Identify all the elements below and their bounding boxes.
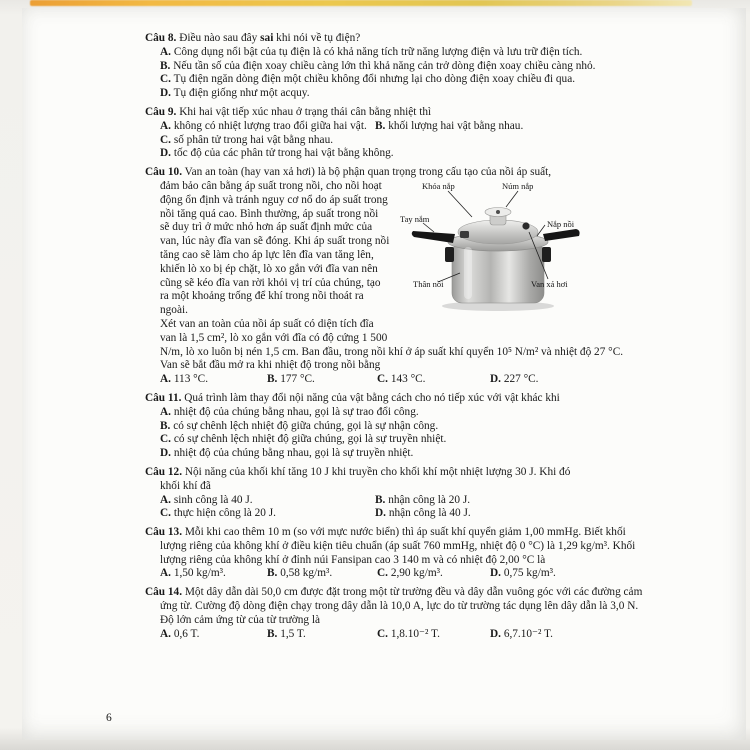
question-number: Câu 13.	[145, 526, 183, 539]
page-content	[145, 32, 643, 646]
stem-text: Mỗi khi cao thêm 10 m (so với mực nước biển) thì áp suất khí quyển giảm 1,00 mmHg. Biết khối lượng riêng của không khí ở điều kiện tiêu chuẩn (áp suất 760 mmHg, nhiệt độ 0 °C) là 1,29 kg/m³. Khối lượng riêng của không khí ở đỉnh núi Fansipan cao 3 140 m và có nhiệt độ 2,00 °C là	[160, 526, 636, 566]
option-text: nhận công là 40 J.	[388, 507, 471, 520]
question-12	[145, 466, 643, 521]
option-text: có sự chênh lệch nhiệt độ giữa chúng, gọi là sự nhận công.	[173, 419, 439, 432]
option-C	[160, 73, 643, 87]
option-letter: B.	[267, 373, 278, 386]
option-C	[377, 567, 490, 581]
option-letter: A.	[160, 119, 171, 132]
option-letter: A.	[160, 373, 171, 386]
option-text: Tụ điện ngăn dòng điện một chiều không đổi nhưng lại cho dòng điện xoay chiều đi qua.	[173, 73, 576, 86]
option-C	[377, 628, 490, 642]
option-B	[375, 494, 643, 508]
option-text: 177 °C.	[280, 373, 315, 386]
option-C	[160, 433, 643, 447]
option-D	[160, 447, 643, 461]
option-letter: C.	[377, 627, 388, 640]
option-text: Tụ điện giống như một acquy.	[173, 87, 310, 100]
option-B	[267, 567, 377, 581]
option-row	[160, 507, 643, 521]
pressure-cooker-illustration	[398, 181, 643, 331]
question-number: Câu 12.	[145, 465, 183, 478]
option-B	[160, 60, 643, 74]
option-A	[160, 373, 267, 387]
option-A	[160, 494, 375, 508]
option-letter: B.	[160, 59, 171, 72]
question-stem	[145, 105, 643, 120]
option-D	[160, 87, 643, 101]
page-number: 6	[106, 712, 112, 724]
option-text: 6,7.10⁻² T.	[503, 627, 553, 640]
option-text: 1,5 T.	[280, 627, 306, 640]
option-text: 0,6 T.	[173, 627, 200, 640]
stem-continuation: Xét van an toàn của nồi áp suất có diện tích đĩa van là 1,5 cm², lò xo gắn với đĩa có độ cứng 1 500 N/m, lò xo luôn bị nén 1,5 cm. Ban đầu, trong nồi khí ở áp suất khí quyển 10⁵ N/m² và nhiệt độ 27 °C. Van sẽ bắt đầu mở ra khi nhiệt độ trong nồi bằng	[160, 317, 624, 372]
lid-lock-piece	[460, 231, 469, 238]
option-text: nhận công là 20 J.	[388, 493, 471, 506]
option-letter: C.	[160, 133, 171, 146]
option-A	[160, 120, 375, 134]
book-cover-edge	[30, 0, 692, 6]
question-stem	[145, 391, 643, 406]
option-letter: C.	[160, 507, 171, 520]
option-text: 1,50 kg/m³.	[173, 567, 226, 580]
option-C	[377, 373, 490, 387]
option-letter: A.	[160, 45, 171, 58]
option-letter: A.	[160, 493, 171, 506]
figure-label-lid-knob: Núm nắp	[502, 180, 534, 191]
option-row	[160, 120, 643, 134]
stem-text: Điều nào sau đây	[179, 32, 261, 44]
pot-left-bracket	[445, 247, 454, 262]
option-letter: C.	[377, 567, 388, 580]
figure-label-lid-lock: Khóa nắp	[422, 180, 455, 191]
question-stem	[145, 166, 643, 180]
option-letter: D.	[160, 147, 171, 160]
option-text: số phân tử trong hai vật bằng nhau.	[173, 133, 334, 146]
option-row	[160, 494, 643, 508]
figure-label-handle: Tay nắm	[400, 213, 430, 224]
lid-knob-screw	[496, 210, 500, 214]
option-letter: B.	[267, 627, 278, 640]
figure-label-lid: Nắp nồi	[547, 218, 575, 229]
option-D	[160, 147, 643, 161]
option-letter: B.	[375, 493, 386, 506]
option-A	[160, 567, 267, 581]
option-text: tốc độ của các phân tử trong hai vật bằng không.	[173, 147, 394, 160]
option-letter: A.	[160, 567, 171, 580]
option-A	[160, 406, 643, 420]
option-text: Nếu tần số của điện xoay chiều càng lớn thì khả năng cản trở dòng điện xoay chiều càng nhỏ.	[173, 59, 596, 72]
option-row	[160, 373, 643, 387]
option-text: nhiệt độ của chúng bằng nhau, gọi là sự trao đổi công.	[173, 405, 419, 418]
stem-wrap-text: đảm bảo cân bằng áp suất trong nồi, cho nồi hoạt động ổn định và tránh nguy cơ nổ do áp suất trong nồi tăng quá cao. Bình thường, áp suất trong nồi sẽ duy trì ở mức nhỏ hơn áp suất định mức của van, lúc này đĩa van sẽ đóng. Khi áp suất trong nồi tăng cao sẽ làm cho áp lực lên đĩa van tăng lên, khiến lò xo bị ép chặt, lò xo gắn với đĩa van nên cũng sẽ kéo đĩa van rời khỏi vị trí của chúng, tạo ra một khoảng trống để khí trong nồi thoát ra ngoài.	[160, 179, 390, 317]
book-page	[22, 8, 746, 740]
option-text: thực hiện công là 20 J.	[173, 507, 276, 520]
option-text: 1,8.10⁻² T.	[390, 627, 440, 640]
option-text: không có nhiệt lượng trao đổi giữa hai vật.	[173, 119, 367, 132]
stem-bold-word: sai	[260, 32, 274, 44]
option-row	[160, 628, 643, 642]
option-letter: B.	[160, 419, 171, 432]
option-D	[490, 628, 643, 642]
option-text: sinh công là 40 J.	[173, 493, 253, 506]
question-stem	[145, 465, 643, 494]
body-highlight	[464, 247, 472, 299]
option-text: 113 °C.	[173, 373, 209, 386]
option-B	[267, 628, 377, 642]
option-text: 143 °C.	[390, 373, 426, 386]
stem-text: Van an toàn (hay van xả hơi) là bộ phận quan trọng trong cấu tạo của nồi áp suất,	[184, 166, 552, 179]
pressure-cooker-figure	[398, 181, 643, 331]
option-C	[160, 134, 643, 148]
stem-text: Nội năng của khối khí tăng 10 J khi truyền cho khối khí một nhiệt lượng 30 J. Khi đó	[184, 465, 571, 478]
option-text: nhiệt độ của chúng bằng nhau, gọi là sự truyền nhiệt.	[173, 447, 414, 460]
question-14	[145, 586, 643, 641]
question-number: Câu 11.	[145, 391, 182, 404]
option-C	[160, 507, 375, 521]
question-number: Câu 8.	[145, 32, 177, 44]
option-letter: A.	[160, 405, 171, 418]
question-10	[145, 166, 643, 387]
option-B	[375, 120, 643, 134]
option-letter: C.	[160, 73, 171, 86]
option-letter: D.	[490, 567, 501, 580]
stem-text: Một dây dẫn dài 50,0 cm được đặt trong một từ trường đều và dây dẫn vuông góc với các đường cảm ứng từ. Cường độ dòng điện chạy trong dây dẫn là 10,0 A, lực do từ trường tác dụng lên dây dẫn là 3,0 N. Độ lớn cảm ứng từ của từ trường là	[160, 586, 643, 626]
stem-text: Quá trình làm thay đổi nội năng của vật bằng cách cho nó tiếp xúc với vật khác khi	[184, 391, 560, 404]
option-text: 0,58 kg/m³.	[280, 567, 333, 580]
left-handle	[412, 231, 455, 243]
question-stem	[145, 32, 643, 46]
question-number: Câu 10.	[145, 166, 183, 179]
option-text: 227 °C.	[503, 373, 539, 386]
question-number: Câu 9.	[145, 105, 177, 118]
option-D	[490, 373, 643, 387]
option-text: có sự chênh lệch nhiệt độ giữa chúng, gọi là sự truyền nhiệt.	[173, 433, 447, 446]
option-letter: A.	[160, 627, 171, 640]
option-letter: B.	[375, 119, 386, 132]
option-letter: D.	[375, 507, 386, 520]
option-B	[160, 420, 643, 434]
option-letter: C.	[160, 433, 171, 446]
option-D	[375, 507, 643, 521]
steam-valve	[522, 222, 529, 229]
question-8	[145, 32, 643, 101]
option-text: khối lượng hai vật bằng nhau.	[388, 119, 524, 132]
question-13	[145, 526, 643, 581]
option-letter: D.	[490, 627, 501, 640]
stem-text: Khi hai vật tiếp xúc nhau ở trạng thái cân bằng nhiệt thì	[179, 105, 432, 118]
option-text: Công dụng nổi bật của tụ điện là có khả năng tích trữ năng lượng điện và lưu trữ điện tích.	[173, 45, 583, 58]
option-text: 2,90 kg/m³.	[390, 567, 443, 580]
pot-right-bracket	[542, 247, 551, 262]
option-B	[267, 373, 377, 387]
option-letter: D.	[490, 373, 501, 386]
right-handle	[543, 229, 580, 241]
option-A	[160, 628, 267, 642]
question-stem	[145, 586, 643, 627]
question-stem	[145, 526, 643, 567]
question-10-body	[160, 180, 643, 318]
option-text: 0,75 kg/m³.	[503, 567, 556, 580]
option-row	[160, 567, 643, 581]
figure-label-pot-body: Thân nồi	[413, 278, 444, 289]
option-A	[160, 46, 643, 60]
stem-text-line2: khối khí đã	[160, 479, 211, 492]
option-letter: B.	[267, 567, 278, 580]
option-letter: D.	[160, 447, 171, 460]
option-letter: C.	[377, 373, 388, 386]
stem-text: khi nói về tụ điện?	[273, 32, 361, 44]
question-11	[145, 392, 643, 461]
figure-label-steam-valve: Van xả hơi	[531, 278, 568, 289]
option-letter: D.	[160, 87, 171, 100]
question-9	[145, 106, 643, 161]
question-number: Câu 14.	[145, 586, 183, 599]
option-D	[490, 567, 643, 581]
